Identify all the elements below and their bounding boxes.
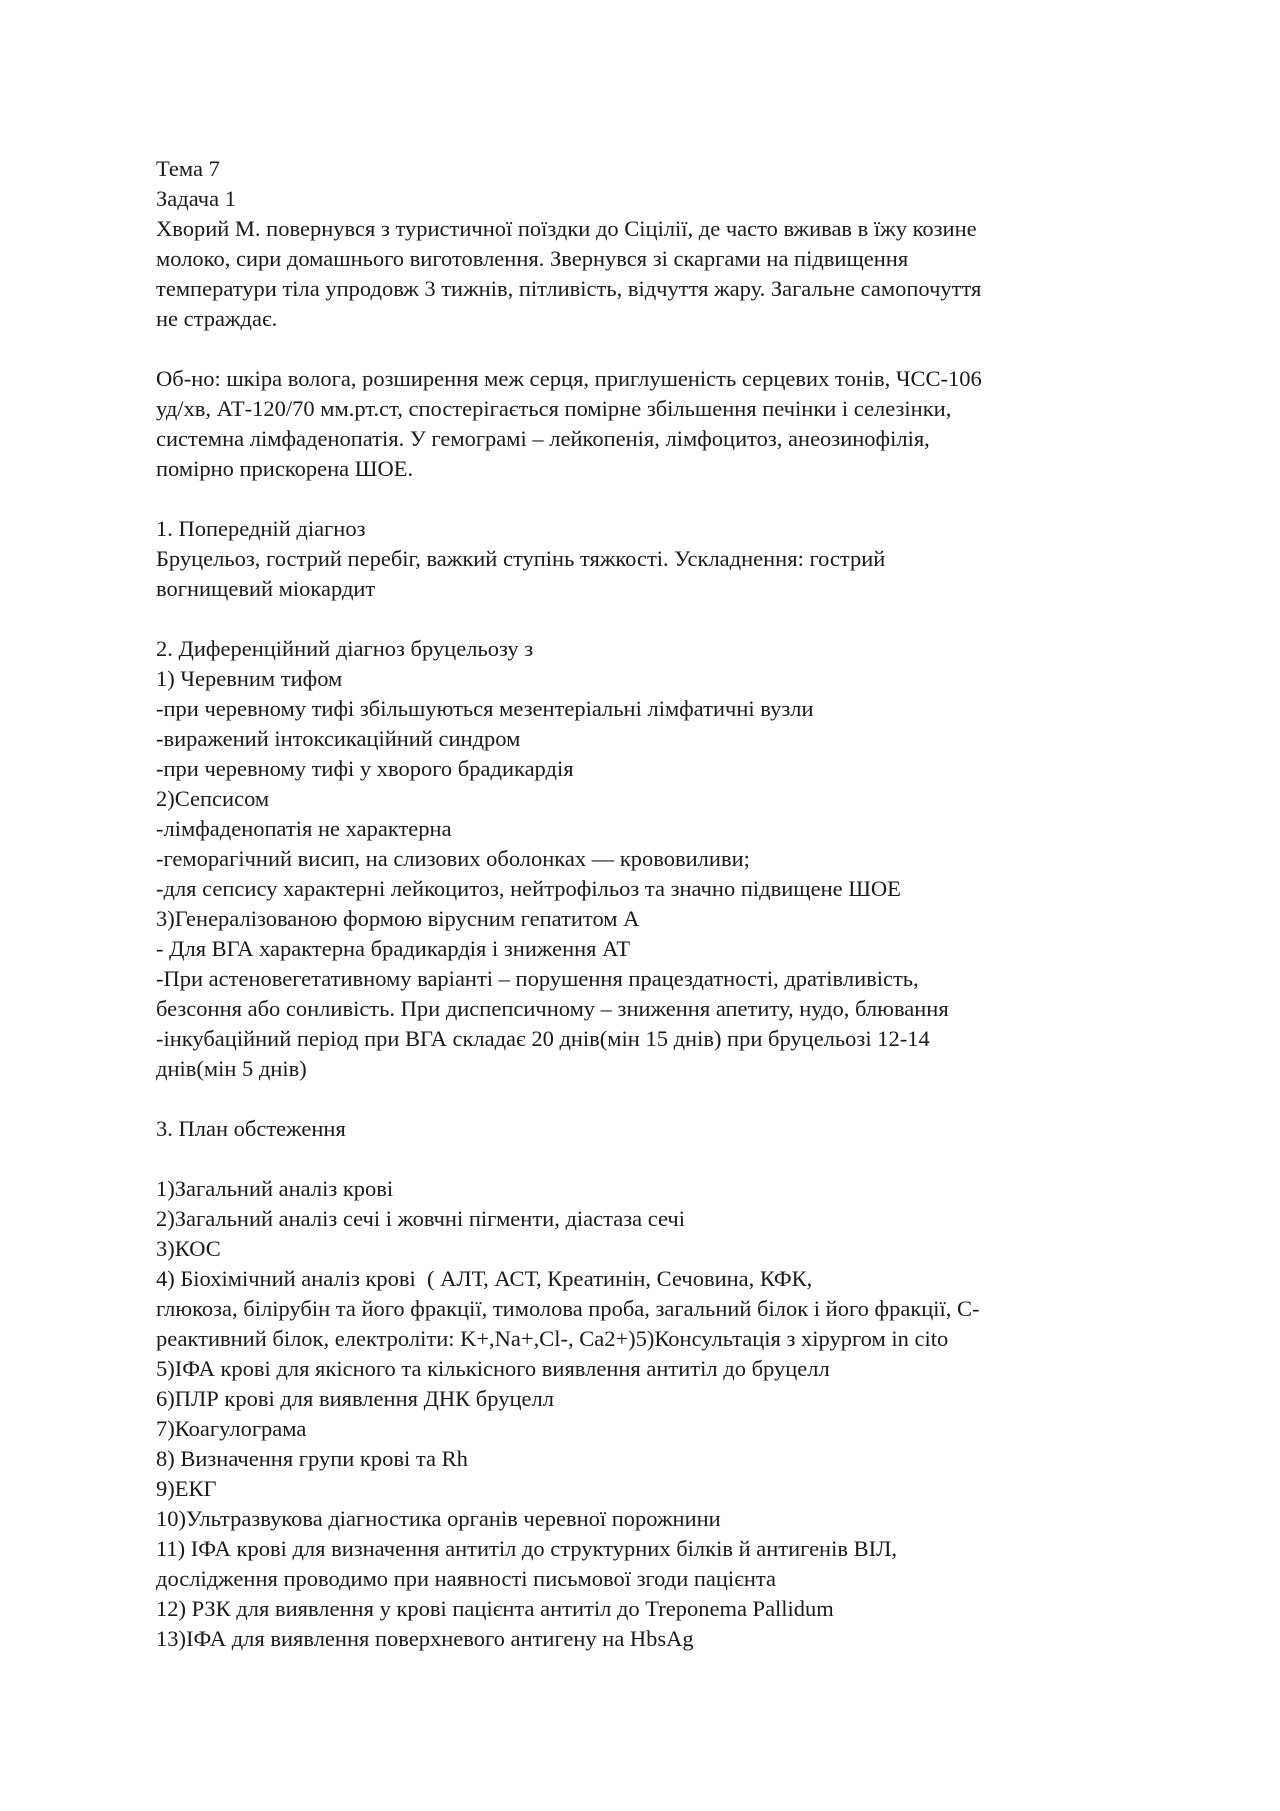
list-item: 7)Коагулограма — [156, 1416, 307, 1441]
text-line: температури тіла упродовж 3 тижнів, пітливість, відчуття жару. Загальне самопочуття — [156, 276, 982, 301]
text-line: молоко, сири домашнього виготовлення. Звернувся зі скаргами на підвищення — [156, 246, 909, 271]
text-line: вогнищевий міокардит — [156, 576, 376, 601]
list-item: 12) РЗК для виявлення у крові пацієнта антитіл до Treponema Pallidum — [156, 1596, 834, 1621]
blank-line — [156, 484, 1156, 514]
text-line: уд/хв, АТ-120/70 мм.рт.ст, спостерігається помірне збільшення печінки і селезінки, — [156, 396, 952, 421]
list-item: 11) ІФА крові для визначення антитіл до структурних білків й антигенів ВІЛ, — [156, 1536, 897, 1561]
list-item: -При астеновегетативному варіанті – порушення працездатності, дратівливість, — [156, 966, 919, 991]
section-heading: 1. Попередній діагноз — [156, 516, 366, 541]
list-item: -виражений інтоксикаційний синдром — [156, 726, 521, 751]
complaints-paragraph — [156, 214, 1156, 334]
text-line: системна лімфаденопатія. У гемограмі – лейкопенія, лімфоцитоз, анеозинофілія, — [156, 426, 930, 451]
list-item: 3)КОС — [156, 1236, 221, 1261]
blank-line — [156, 1084, 1156, 1114]
topic-title: Тема 7 — [156, 156, 220, 181]
list-item: -при черевному тифі збільшуються мезентеріальні лімфатичні вузли — [156, 696, 814, 721]
list-item: -для сепсису характерні лейкоцитоз, нейтрофільоз та значно підвищене ШОЕ — [156, 876, 901, 901]
list-item: - Для ВГА характерна брадикардія і зниження АТ — [156, 936, 631, 961]
list-item: -інкубаційний період при ВГА складає 20 днів(мін 15 днів) при бруцельозі 12-14 — [156, 1026, 930, 1051]
text-line: Хворий М. повернувся з туристичної поїздки до Сіцілії, де часто вживав в їжу козине — [156, 216, 977, 241]
preliminary-diagnosis-section — [156, 514, 1156, 604]
list-item: 6)ПЛР крові для виявлення ДНК бруцелл — [156, 1386, 554, 1411]
list-item: 8) Визначення групи крові та Rh — [156, 1446, 468, 1471]
list-item: безсоння або сонливість. При диспепсичному – зниження апетиту, нудо, блювання — [156, 996, 949, 1021]
examination-plan-section — [156, 1114, 1156, 1654]
list-item: 3)Генералізованою формою вірусним гепатитом А — [156, 906, 640, 931]
list-item: днів(мін 5 днів) — [156, 1056, 307, 1081]
document-page — [156, 154, 1156, 1654]
section-heading: 2. Диференційний діагноз бруцельозу з — [156, 636, 534, 661]
text-line: не страждає. — [156, 306, 278, 331]
blank-line — [156, 334, 1156, 364]
list-item: -геморагічний висип, на слизових оболонках — крововиливи; — [156, 846, 750, 871]
blank-line — [156, 604, 1156, 634]
list-item: реактивний білок, електроліти: K+,Na+,Cl-, Ca2+)5)Консультація з хірургом in cito — [156, 1326, 949, 1351]
list-item: 2)Загальний аналіз сечі і жовчні пігменти, діастаза сечі — [156, 1206, 685, 1231]
list-item: -лімфаденопатія не характерна — [156, 816, 452, 841]
exam-paragraph — [156, 364, 1156, 484]
list-item: 4) Біохімічний аналіз крові ( АЛТ, АСТ, Креатинін, Сечовина, КФК, — [156, 1266, 813, 1291]
list-item: 1)Загальний аналіз крові — [156, 1176, 394, 1201]
list-item: глюкоза, білірубін та його фракції, тимолова проба, загальний білок і його фракції, С- — [156, 1296, 980, 1321]
text-line: Бруцельоз, гострий перебіг, важкий ступінь тяжкості. Ускладнення: гострий — [156, 546, 886, 571]
list-item: -при черевному тифі у хворого брадикардія — [156, 756, 574, 781]
list-item: дослідження проводимо при наявності письмової згоди пацієнта — [156, 1566, 776, 1591]
list-item: 10)Ультразвукова діагностика органів черевної порожнини — [156, 1506, 721, 1531]
list-item: 1) Черевним тифом — [156, 666, 343, 691]
section-heading: 3. План обстеження — [156, 1116, 346, 1141]
list-item: 5)ІФА крові для якісного та кількісного виявлення антитіл до бруцелл — [156, 1356, 830, 1381]
blank-line — [156, 1144, 1156, 1174]
list-item: 2)Сепсисом — [156, 786, 270, 811]
differential-diagnosis-section — [156, 634, 1156, 1084]
text-line: Об-но: шкіра волога, розширення меж серця, приглушеність серцевих тонів, ЧСС-106 — [156, 366, 982, 391]
text-line: помірно прискорена ШОЕ. — [156, 456, 414, 481]
task-title: Задача 1 — [156, 186, 236, 211]
list-item: 9)ЕКГ — [156, 1476, 217, 1501]
list-item: 13)ІФА для виявлення поверхневого антигену на HbsAg — [156, 1626, 694, 1651]
